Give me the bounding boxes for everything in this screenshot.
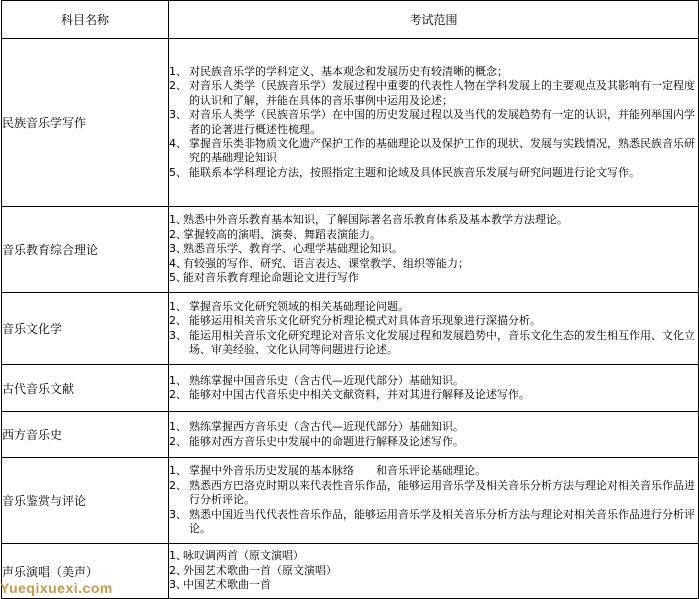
- list-item: [169, 479, 698, 508]
- item-number: 3、: [169, 328, 187, 342]
- item-number: 1、: [169, 420, 187, 434]
- item-text: 对音乐人类学（民族音乐学）在中国的历史发展过程以及当代的发展趋势有一定的认识，并能列举国内学者的论著进行概述性梳理。: [189, 108, 695, 136]
- exam-scope-table: [1, 0, 699, 599]
- header-scope: 考试范围: [169, 1, 699, 39]
- item-text: 有较强的写作、研究、语言表达、课堂教学、组织等能力；: [183, 256, 469, 270]
- list-item: [169, 435, 698, 449]
- item-number: 3、: [169, 242, 187, 256]
- table-row: [2, 365, 699, 412]
- item-number: 2、: [169, 79, 187, 93]
- subject-name: 声乐演唱（美声）: [2, 544, 169, 599]
- subject-name: 民族音乐学写作: [2, 39, 169, 207]
- list-item: [169, 549, 698, 563]
- list-item: [169, 508, 698, 537]
- scope-cell: [169, 412, 699, 458]
- table-row: [2, 293, 699, 365]
- item-text: 掌握中外音乐历史发展的基本脉络 和音乐评论基础理论。: [189, 464, 486, 478]
- list-item: [169, 213, 698, 227]
- site-watermark: Yueqixuexi.com: [0, 580, 113, 596]
- item-number: 5、: [169, 165, 187, 179]
- scope-list: [169, 374, 698, 403]
- list-item: [169, 79, 698, 108]
- list-item: [169, 329, 698, 358]
- table-header-row: [2, 1, 699, 39]
- list-item: [169, 271, 698, 285]
- item-number: 4、: [169, 136, 187, 150]
- list-item: [169, 314, 698, 328]
- item-text: 对音乐人类学（民族音乐学）发展过程中重要的代表性人物在学科发展上的主要观点及其影响有一定程度的认识和了解，并能在具体的音乐事例中运用及论述；: [189, 79, 695, 107]
- scope-cell: [169, 293, 699, 365]
- list-item: [169, 374, 698, 388]
- item-number: 2、: [169, 388, 187, 401]
- scope-list: [169, 65, 698, 180]
- list-item: [169, 108, 698, 137]
- item-text: 外国艺术歌曲一首（原文演唱）: [183, 563, 337, 577]
- scope-cell: [169, 458, 699, 544]
- list-item: [169, 65, 698, 79]
- item-text: 能运用相关音乐文化研究理论对音乐文化发展过程和发展趋势中，音乐文化生态的发生相互作用、文化立场、审美经验、文化认同等问题进行论述。: [189, 328, 695, 356]
- subject-name: 音乐教育综合理论: [2, 207, 169, 293]
- item-number: 2、: [169, 314, 187, 328]
- item-text: 能够对中国古代音乐史中相关文献资料，并对其进行解释及论述写作。: [189, 388, 530, 401]
- scope-list: [169, 300, 698, 358]
- item-number: 3、: [169, 578, 187, 592]
- subject-name: 音乐文化学: [2, 293, 169, 365]
- item-text: 熟悉音乐学、教育学、心理学基础理论知识。: [183, 242, 403, 256]
- list-item: [169, 300, 698, 314]
- table-row: [2, 458, 699, 544]
- scope-list: [169, 549, 698, 592]
- subject-name: 西方音乐史: [2, 412, 169, 458]
- item-text: 中国艺术歌曲一首: [183, 578, 271, 592]
- list-item: [169, 420, 698, 434]
- subject-name: 音乐鉴赏与评论: [2, 458, 169, 544]
- table-row: [2, 412, 699, 458]
- item-text: 能够运用相关音乐文化研究分析理论模式对具体音乐现象进行深描分析。: [189, 314, 541, 328]
- scope-list: [169, 213, 698, 285]
- scope-cell: [169, 207, 699, 293]
- list-item: [169, 564, 698, 578]
- list-item: [169, 228, 698, 242]
- item-text: 熟练掌握中国音乐史（含古代—近现代部分）基础知识。: [189, 373, 464, 387]
- item-text: 熟悉西方巴洛克时期以来代表性音乐作品，能够运用音乐学及相关音乐分析方法与理论对相关音乐作品进行分析评论。: [189, 478, 695, 507]
- item-number: 4、: [169, 256, 187, 270]
- item-number: 5、: [169, 271, 187, 285]
- item-text: 对民族音乐学的学科定义、基本观念和发展历史有较清晰的概念；: [189, 64, 508, 78]
- list-item: [169, 257, 698, 271]
- list-item: [169, 242, 698, 256]
- item-number: 1、: [169, 64, 187, 78]
- list-item: [169, 137, 698, 166]
- subject-name: 古代音乐文献: [2, 365, 169, 412]
- item-text: 熟悉中外音乐教育基本知识，了解国际著名音乐教育体系及基本教学方法理论。: [183, 213, 568, 227]
- item-number: 1、: [169, 549, 187, 563]
- item-number: 1、: [169, 213, 187, 227]
- scope-cell: [169, 39, 699, 207]
- item-text: 掌握音乐类非物质文化遗产保护工作的基础理论以及保护工作的现状、发展与实践情况，熟悉民族音乐研究的基础理论知识: [189, 136, 695, 165]
- item-text: 能联系本学科理论方法，按照指定主题和论域及具体民族音乐发展与研究问题进行论文写作。: [189, 165, 640, 179]
- item-number: 1、: [169, 299, 187, 313]
- scope-list: [169, 420, 698, 449]
- item-text: 熟悉中国近当代代表性音乐作品，能够运用音乐学及相关音乐分析方法与理论对相关音乐作品进行分析评论。: [189, 507, 695, 536]
- scope-cell: [169, 365, 699, 412]
- list-item: [169, 464, 698, 478]
- scope-list: [169, 464, 698, 536]
- item-number: 1、: [169, 464, 187, 478]
- item-number: 1、: [169, 373, 187, 387]
- header-subject: 科目名称: [2, 1, 169, 39]
- item-text: 熟练掌握西方音乐史（含古代—近现代部分）基础知识。: [189, 420, 464, 434]
- item-text: 能够对西方音乐史中发展中的命题进行解释及论述写作。: [189, 434, 464, 448]
- item-number: 3、: [169, 507, 187, 521]
- table-row: [2, 207, 699, 293]
- item-text: 能对音乐教育理论命题论文进行写作: [183, 271, 359, 285]
- item-number: 2、: [169, 227, 187, 241]
- list-item: [169, 388, 698, 402]
- item-text: 掌握较高的演唱、演奏、舞蹈表演能力。: [183, 227, 381, 241]
- item-text: 掌握音乐文化研究领域的相关基础理论问题。: [189, 299, 409, 313]
- list-item: [169, 578, 698, 592]
- list-item: [169, 166, 698, 180]
- item-number: 2、: [169, 434, 187, 448]
- item-number: 2、: [169, 563, 187, 577]
- item-text: 咏叹调两首（原文演唱）: [183, 549, 304, 563]
- item-number: 3、: [169, 108, 187, 122]
- scope-cell: [169, 544, 699, 599]
- table-row: [2, 39, 699, 207]
- item-number: 2、: [169, 478, 187, 492]
